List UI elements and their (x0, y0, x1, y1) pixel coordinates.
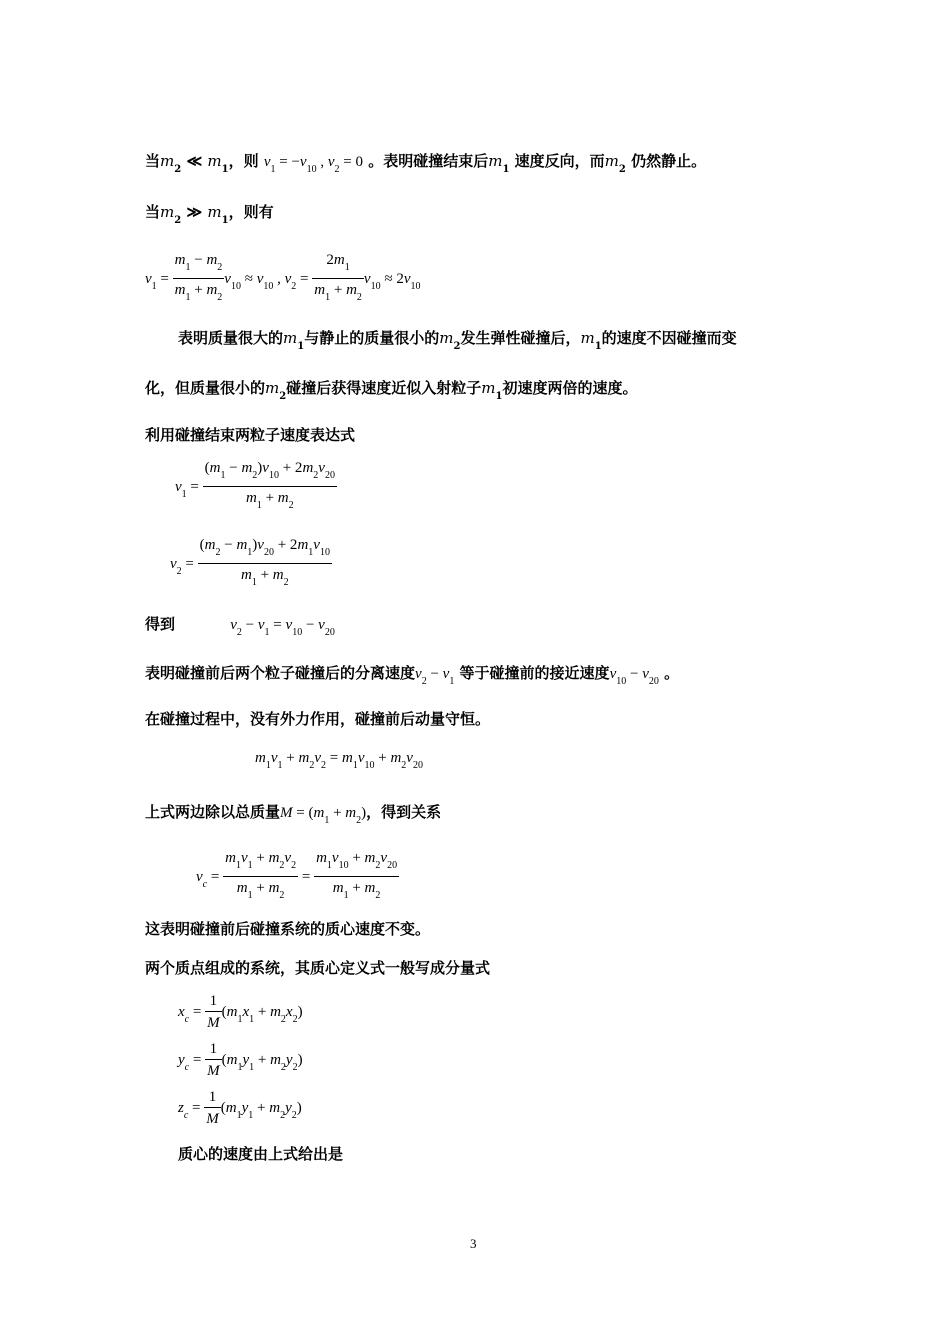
equation-yc: $y_c$ = $\frac{1}{M}$ $(m_1y_1 + m_2y_2)$ (178, 1041, 303, 1079)
text-line-5: 化，但质量很小的$m_2$碰撞后获得速度近似入射粒子$m_1$初速度两倍的速度。 (145, 379, 638, 402)
equation-zc: $z_c$ = $\frac{1}{M}$ $(m_1y_1 + m_2y_2)$ (178, 1089, 302, 1127)
equation-xc: $x_c$ = $\frac{1}{M}$ $(m_1x_1 + m_2x_2)$ (178, 993, 303, 1031)
equation-v2: $v_2$ = $\frac{(m_2 - m_1)v_{20} + 2m_1v_{10}}{m_1 + m_2}$ (170, 537, 330, 588)
text-line-4: 表明质量很大的$m_1$与静止的质量很小的$m_2$发生弹性碰撞后，$m_1$的速度不因碰撞而变 (178, 329, 737, 352)
text-line-16: 两个质点组成的系统，其质心定义式一般写成分量式 (145, 959, 491, 977)
text-line-2: 当$m_2$ ≫ $m_1$，则有 (145, 203, 274, 226)
equation-velocities-limit: $v_1$ = $\frac{m_1 - m_2}{m_1 + m_2}$ $v_{10} \approx v_{10}$ , $v_2$ = $\frac{2m_1}{m_1 + m_2}$ $v_{10} \approx 2v_{10}$ (145, 252, 421, 303)
text-line-1: 当$m_2$ ≪ $m_1$，则 $v_1 = -v_{10}$ , $v_2 = 0$ 。表明碰撞结束后$m_1$ 速度反向，而$m_2$ 仍然静止。 (145, 152, 707, 175)
text-line-20: 质心的速度由上式给出是 (178, 1145, 344, 1163)
text-line-13: 上式两边除以总质量$M = (m_1 + m_2)$，得到关系 (145, 803, 442, 826)
text-line-11: 在碰撞过程中，没有外力作用，碰撞前后动量守恒。 (145, 710, 491, 728)
text-line-10: 表明碰撞前后两个粒子碰撞后的分离速度$v_2 - v_1$ 等于碰撞前的接近速度$v_{10} - v_{20}$ 。 (145, 664, 680, 687)
text-line-15: 这表明碰撞前后碰撞系统的质心速度不变。 (145, 920, 431, 938)
text-line-6: 利用碰撞结束两粒子速度表达式 (145, 426, 356, 444)
equation-v1: $v_1$ = $\frac{(m_1 - m_2)v_{10} + 2m_2v_{20}}{m_1 + m_2}$ (175, 460, 335, 511)
text-line-9: 得到 $v_2 - v_1 = v_{10} - v_{20}$ (145, 615, 335, 638)
page-number: 3 (470, 1236, 477, 1251)
equation-center-velocity: $v_c$ = $\frac{m_1v_1 + m_2v_2}{m_1 + m_2}$ = $\frac{m_1v_{10} + m_2v_{20}}{m_1 + m_2}$ (196, 850, 398, 901)
equation-momentum: $m_1v_1 + m_2v_2 = m_1v_{10} + m_2v_{20}$ (255, 750, 423, 771)
